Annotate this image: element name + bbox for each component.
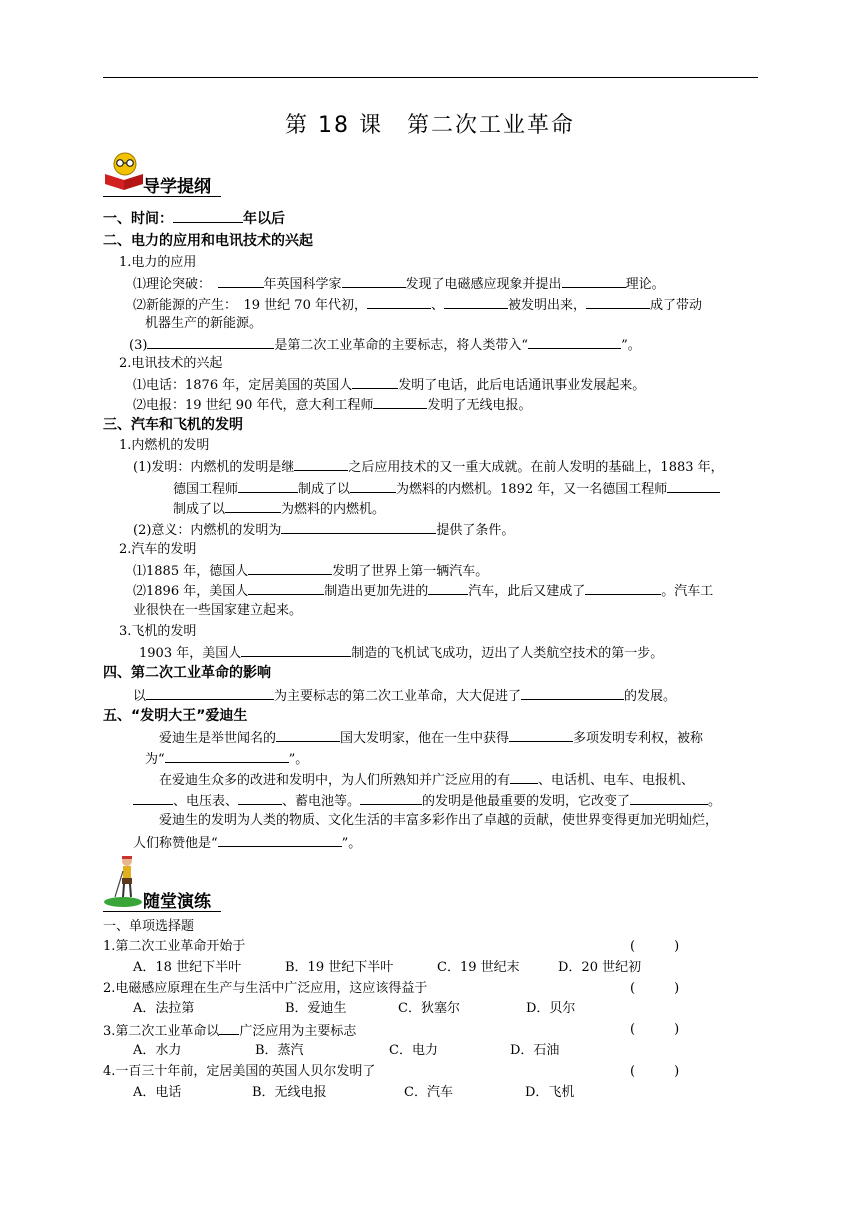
paragraph-line: 为“ ”。 [145,749,308,769]
fill-blank[interactable] [165,749,289,763]
outline-item: ⑴理论突破： 年英国科学家 发现了电磁感应现象并提出 理论。 [133,274,665,294]
subsection-title: 3.飞机的发明 [119,624,197,639]
fill-blank[interactable] [146,686,274,700]
option-a[interactable]: A．法拉第 [133,1001,195,1016]
question-4: 4.一百三十年前，定居美国的英国人贝尔发明了 [103,1064,376,1079]
option-d[interactable]: D．贝尔 [526,1001,576,1016]
option-c[interactable]: C．狄塞尔 [398,1001,460,1016]
outline-item: ⑴电话：1876 年，定居美国的英国人 发明了电话，此后电话通讯事业发展起来。 [133,375,645,395]
fill-blank[interactable] [509,728,573,742]
options-row [133,1000,575,1018]
fill-blank[interactable] [352,375,398,389]
option-d[interactable]: D．石油 [510,1043,560,1058]
golfer-icon [103,853,145,909]
outline-item: ⑵电报：19 世纪 90 年代，意大利工程师 发明了无线电报。 [133,395,532,415]
outline-item-continued: 机器生产的新能源。 [145,316,263,331]
fill-blank[interactable] [218,833,342,847]
option-c[interactable]: C．汽车 [404,1085,453,1100]
fill-blank[interactable] [294,457,348,471]
section-4-title: 四、第二次工业革命的影响 [103,665,271,681]
options-row [133,1084,574,1102]
fill-blank[interactable] [528,335,621,349]
fill-blank[interactable] [218,274,264,288]
fill-blank[interactable] [276,728,340,742]
fill-blank[interactable] [586,295,650,309]
question-1: 1.第二次工业革命开始于 [103,939,246,954]
reading-emoji-icon [103,150,145,190]
practice-heading-text: 随堂演练 [143,892,211,912]
fill-blank[interactable] [444,295,508,309]
answer-paren[interactable]: ( ) [630,1064,680,1079]
paragraph-line: 爱迪生是举世闻名的 国大发明家，他在一生中获得 多项发明专利权，被称 [159,728,703,748]
outline-item: ⑵1896 年，美国人 制造出更加先进的 汽车，此后又建成了 。汽车工 [133,581,713,601]
fill-blank[interactable] [281,520,436,534]
options-row [133,959,641,977]
paragraph-line: 爱迪生的发明为人类的物质、文化生活的丰富多彩作出了卓越的贡献，使世界变得更加光明灿烂， [159,813,719,828]
header-rule [103,77,758,78]
fill-blank[interactable] [147,335,274,349]
fill-blank[interactable] [585,581,661,595]
fill-blank[interactable] [241,643,351,657]
outline-item: 1903 年，美国人 制造的飞机试飞成功，迈出了人类航空技术的第一步。 [139,643,663,663]
option-a[interactable]: A．水力 [133,1043,182,1058]
answer-paren[interactable]: ( ) [630,981,680,996]
section-5-title: 五、“发明大王”爱迪生 [103,708,248,724]
outline-item: (3) 是第二次工业革命的主要标志，将人类带入“ ”。 [129,335,641,355]
fill-blank[interactable] [373,395,427,409]
outline-item-continued: 业很快在一些国家建立起来。 [133,603,303,618]
paragraph-line: 人们称赞他是“ ”。 [133,833,361,853]
fill-blank[interactable] [173,209,243,223]
outline-item: 以 为主要标志的第二次工业革命，大大促进了 的发展。 [133,686,676,706]
subsection-title: 2.汽车的发明 [119,542,197,557]
fill-blank[interactable] [248,581,324,595]
option-d[interactable]: D．20 世纪初 [558,960,642,975]
fill-blank[interactable] [225,499,281,513]
fill-blank[interactable] [630,791,708,805]
outline-item: (1)发明：内燃机的发明是继 之后应用技术的又一重大成就。在前人发明的基础上，1883 年， [133,457,724,477]
outline-item: ⑴1885 年，德国人 发明了世界上第一辆汽车。 [133,561,488,581]
outline-item-continued: 德国工程师 制成了以 为燃料的内燃机。1892 年，又一名德国工程师 [173,479,720,499]
fill-blank[interactable] [238,479,298,493]
fill-blank[interactable] [360,791,422,805]
heading-underline [103,911,221,912]
section-3-title: 三、汽车和飞机的发明 [103,417,243,433]
fill-blank[interactable] [510,770,538,784]
fill-blank[interactable] [350,479,396,493]
option-a[interactable]: A．电话 [133,1085,182,1100]
question-type-title: 一、单项选择题 [103,919,195,934]
heading-underline [103,196,221,197]
answer-paren[interactable]: ( ) [630,939,680,954]
fill-blank[interactable] [248,561,332,575]
option-a[interactable]: A．18 世纪下半叶 [133,960,242,975]
fill-blank[interactable] [521,686,624,700]
outline-item-continued: 制成了以 为燃料的内燃机。 [173,499,385,519]
fill-blank[interactable] [667,479,720,493]
subsection-title: 1.电力的应用 [119,255,197,270]
question-3: 3.第二次工业革命以 广泛应用为主要标志 [103,1021,356,1041]
option-b[interactable]: B．19 世纪下半叶 [285,960,394,975]
fill-blank[interactable] [219,1021,239,1035]
options-row [133,1042,559,1060]
fill-blank[interactable] [238,791,282,805]
option-c[interactable]: C．电力 [389,1043,438,1058]
section-2-title: 二、电力的应用和电讯技术的兴起 [103,233,313,249]
fill-blank[interactable] [428,581,468,595]
outline-item: (2)意义：内燃机的发明为 提供了条件。 [133,520,514,540]
answer-paren[interactable]: ( ) [630,1022,680,1037]
fill-blank[interactable] [367,295,431,309]
fill-blank[interactable] [133,791,173,805]
subsection-title: 1.内燃机的发明 [119,438,210,453]
paragraph-line: 、电压表、 、蓄电池等。 的发明是他最重要的发明，它改变了 。 [133,791,721,811]
subsection-title: 2.电讯技术的兴起 [119,356,223,371]
option-c[interactable]: C．19 世纪末 [437,960,520,975]
section-1: 一、时间： 年以后 [103,211,285,227]
fill-blank[interactable] [562,274,626,288]
paragraph-line: 在爱迪生众多的改进和发明中，为人们所熟知并广泛应用的有 、电话机、电车、电报机、 [159,770,694,790]
option-b[interactable]: B．蒸汽 [255,1043,304,1058]
guide-heading-text: 导学提纲 [143,177,211,197]
option-d[interactable]: D．飞机 [525,1085,575,1100]
fill-blank[interactable] [342,274,406,288]
page-title: 第 18 课 第二次工业革命 [285,113,575,138]
option-b[interactable]: B．爱迪生 [285,1001,347,1016]
option-b[interactable]: B．无线电报 [252,1085,327,1100]
outline-item: ⑵新能源的产生： 19 世纪 70 年代初， 、 被发明出来， 成了带动 [133,295,702,315]
question-2: 2.电磁感应原理在生产与生活中广泛应用，这应该得益于 [103,981,428,996]
